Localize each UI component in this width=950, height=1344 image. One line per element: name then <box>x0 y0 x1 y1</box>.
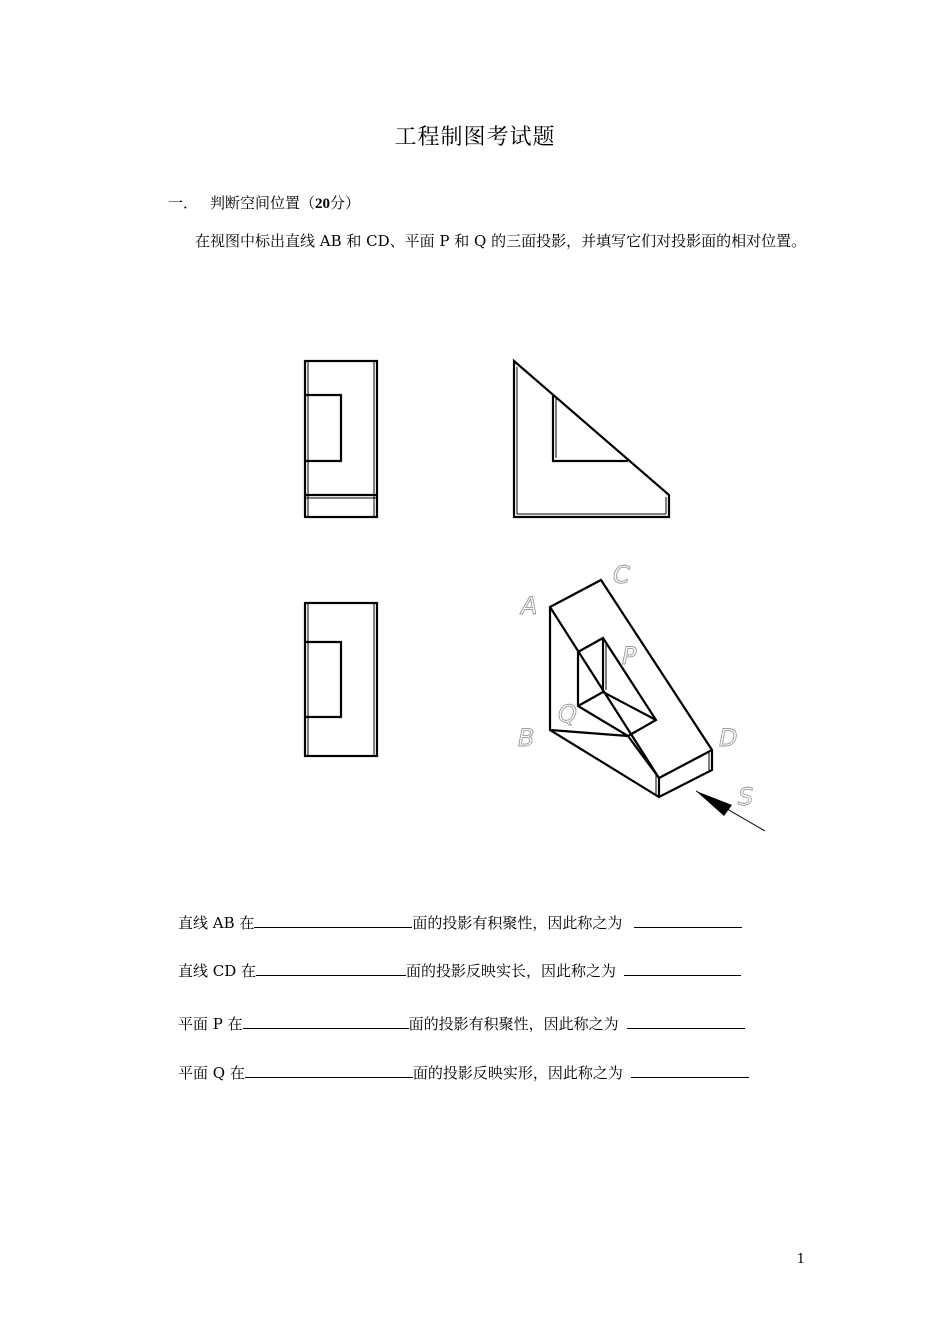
isometric-view <box>550 580 712 797</box>
question-middle: 面的投影有积聚性，因此称之为 <box>412 914 623 932</box>
page-title: 工程制图考试题 <box>394 125 556 150</box>
answer-blank-face[interactable] <box>243 1012 409 1029</box>
section-heading-text: 判断空间位置（ <box>210 194 316 212</box>
question-middle: 面的投影有积聚性，因此称之为 <box>408 1015 619 1033</box>
label-s: S <box>738 783 754 811</box>
top-view <box>305 603 377 756</box>
question-cd <box>178 959 741 981</box>
question-prefix: 直线 CD 在 <box>178 962 257 980</box>
question-q <box>178 1061 749 1083</box>
answer-blank-name[interactable] <box>634 911 742 928</box>
answer-blank-name[interactable] <box>627 1012 745 1029</box>
label-b: B <box>518 724 535 752</box>
answer-blank-name[interactable] <box>631 1061 749 1078</box>
instruction-paragraph: 在视图中标出直线 AB 和 CD、平面 P 和 Q 的三面投影，并填写它们对投影面的相对位置。 <box>195 232 807 250</box>
section-heading-end: 分） <box>330 194 361 212</box>
answer-blank-name[interactable] <box>624 959 741 976</box>
side-view <box>514 361 669 517</box>
question-prefix: 平面 P 在 <box>178 1015 243 1033</box>
section-score: 20 <box>315 196 331 212</box>
question-p <box>178 1012 745 1034</box>
question-ab <box>178 911 742 933</box>
label-c: C <box>613 561 630 589</box>
answer-blank-face[interactable] <box>256 959 406 976</box>
question-middle: 面的投影反映实长，因此称之为 <box>406 962 617 980</box>
label-d: D <box>719 724 738 752</box>
answer-blank-face[interactable] <box>254 911 412 928</box>
arrowhead-icon <box>696 791 732 816</box>
question-prefix: 平面 Q 在 <box>178 1064 245 1082</box>
section-number: 一． <box>168 194 199 212</box>
question-middle: 面的投影反映实形，因此称之为 <box>412 1064 623 1082</box>
answer-blank-face[interactable] <box>245 1061 413 1078</box>
question-prefix: 直线 AB 在 <box>178 914 255 932</box>
label-a: A <box>521 592 538 620</box>
front-view <box>305 361 377 517</box>
page-number: 1 <box>796 1252 805 1267</box>
label-q: Q <box>558 700 577 728</box>
label-p: P <box>622 642 637 670</box>
